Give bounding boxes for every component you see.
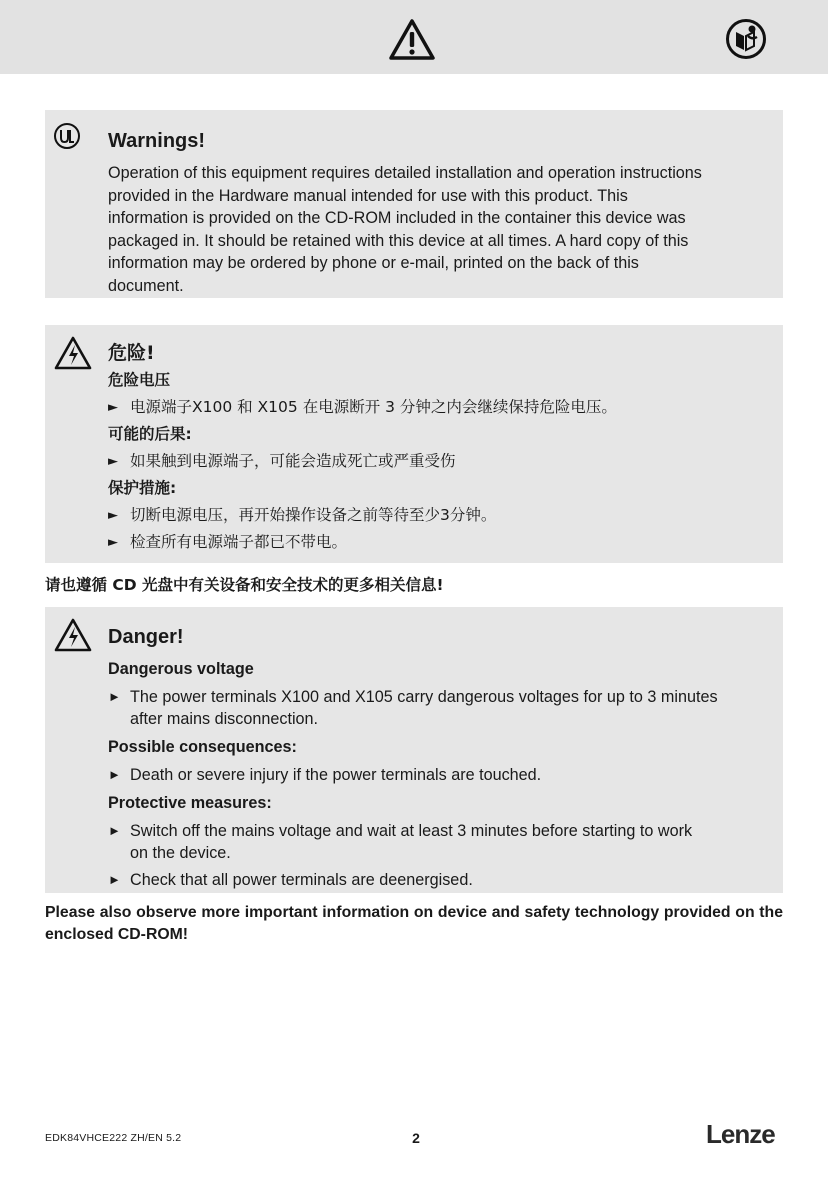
page-number: 2	[412, 1130, 420, 1146]
danger-en-heading: Possible consequences:	[108, 738, 297, 756]
danger-en-heading: Dangerous voltage	[108, 660, 254, 678]
bullet-mark: ►	[108, 872, 121, 887]
bullet-mark: ►	[108, 400, 118, 415]
bullet-text: Death or severe injury if the power terminals are touched.	[130, 766, 542, 784]
bullet-text: The power terminals X100 and X105 carry dangerous voltages for up to 3 minutes	[130, 688, 718, 706]
danger-en-bullet	[108, 764, 775, 786]
bullet-mark: ►	[108, 823, 121, 838]
danger-panel-en	[45, 607, 783, 893]
warnings-line: information is provided on the CD-ROM included in the container this device was	[108, 209, 686, 227]
document-code: EDK84VHCE222 ZH/EN 5.2	[45, 1132, 182, 1144]
warnings-line: packaged in. It should be retained with this device at all times. A hard copy of this	[108, 231, 689, 250]
bullet-text: Check that all power terminals are deenergised.	[130, 871, 473, 889]
bullet-text: 电源端子X100 和 X105 在电源断开 3 分钟之内会继续保持危险电压。	[130, 398, 617, 416]
bullet-text: 如果触到电源端子，可能会造成死亡或严重受伤	[130, 452, 456, 470]
warnings-line: document.	[108, 276, 184, 295]
danger-en-bullet	[108, 869, 775, 891]
danger-zh-bullet	[108, 448, 775, 475]
warnings-panel	[45, 110, 783, 298]
warnings-title: Warnings!	[108, 130, 206, 152]
bullet-mark: ►	[108, 535, 118, 550]
danger-panel-zh	[45, 325, 783, 563]
bullet-mark: ►	[108, 689, 121, 704]
warning-triangle-icon	[388, 18, 436, 62]
bullet-mark: ►	[108, 767, 121, 782]
danger-zh-heading: 可能的后果:	[108, 425, 192, 443]
danger-zh-bullet	[108, 529, 775, 556]
bullet-text: 检查所有电源端子都已不带电。	[130, 533, 348, 551]
danger-zh-bullet	[108, 394, 775, 421]
danger-zh-heading: 保护措施:	[108, 479, 177, 497]
ul-mark-icon	[53, 122, 81, 150]
bullet-mark: ►	[108, 508, 118, 523]
danger-en-bullet	[108, 686, 775, 730]
danger-en-bullet	[108, 820, 775, 864]
high-voltage-icon	[53, 617, 93, 653]
high-voltage-icon	[53, 335, 93, 371]
safety-note-en: Please also observe more important information on device and safety technology provided on the enclosed CD-ROM!	[45, 904, 783, 943]
lenze-logo: Lenze	[706, 1119, 775, 1149]
bullet-mark: ►	[108, 454, 118, 469]
danger-en-title: Danger!	[108, 626, 184, 648]
warnings-line: information may be ordered by phone or e-mail, printed on the back of this	[108, 254, 639, 272]
read-manual-icon	[724, 18, 768, 60]
safety-note-zh: 请也遵循 CD 光盘中有关设备和安全技术的更多相关信息!	[45, 576, 444, 594]
danger-zh-heading: 危险电压	[108, 371, 171, 389]
danger-en-heading: Protective measures:	[108, 794, 272, 812]
warnings-line: Operation of this equipment requires detailed installation and operation instructions	[108, 164, 702, 182]
warnings-line: provided in the Hardware manual intended for use with this product. This	[108, 186, 628, 205]
bullet-text: on the device.	[130, 844, 231, 862]
danger-zh-bullet	[108, 502, 775, 529]
bullet-text: after mains disconnection.	[130, 710, 319, 728]
danger-zh-title: 危险!	[108, 342, 155, 364]
header-band	[0, 0, 828, 74]
bullet-text: Switch off the mains voltage and wait at least 3 minutes before starting to work	[130, 822, 693, 840]
bullet-text: 切断电源电压，再开始操作设备之前等待至少3分钟。	[130, 506, 497, 524]
